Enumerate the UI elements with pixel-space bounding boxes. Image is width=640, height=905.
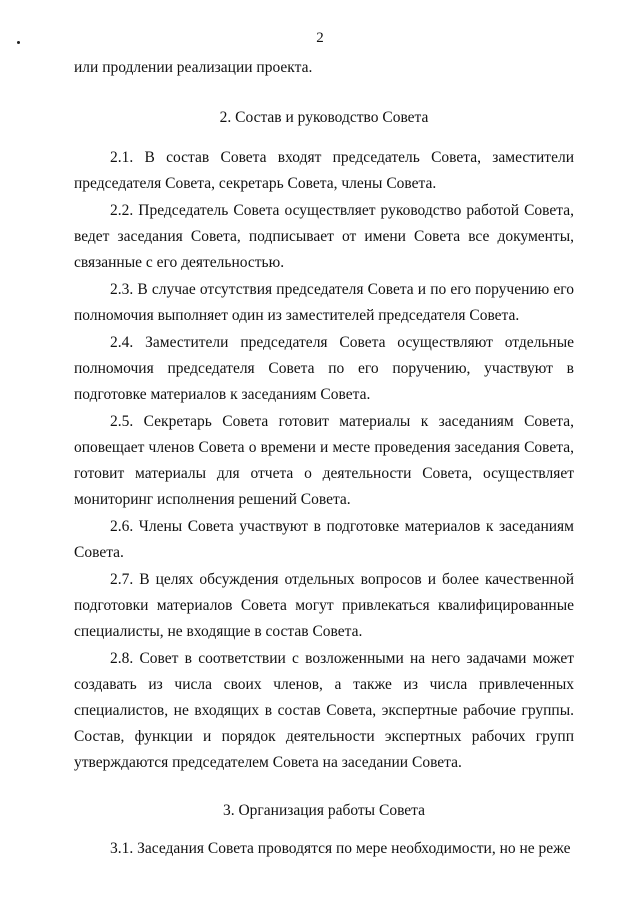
paragraph-2-1: 2.1. В состав Совета входят председатель Совета, заместители председателя Совета, секретарь Совета, члены Совета. <box>74 149 574 192</box>
scan-artifact-dot <box>17 41 20 44</box>
section-2-heading: 2. Состав и руководство Совета <box>219 109 429 126</box>
paragraph-2-8: 2.8. Совет в соответствии с возложенными на него задачами может создавать из числа своих членов, а также из числа привлеченных специалистов, не входящих в состав Совета, экспертные рабочие группы. Состав, функции и порядок деятельности экспертных рабочих групп утверждаются председателем Совета на заседании Совета. <box>74 650 574 771</box>
paragraph-2-2: 2.2. Председатель Совета осуществляет руководство работой Совета, ведет заседания Совета, подписывает от имени Совета все документы, связанные с его деятельностью. <box>74 202 574 271</box>
paragraph-2-3: 2.3. В случае отсутствия председателя Совета и по его поручению его полномочия выполняет один из заместителей председателя Совета. <box>74 281 574 324</box>
paragraph-2-4: 2.4. Заместители председателя Совета осуществляют отдельные полномочия председателя Совета по его поручению, участвуют в подготовке материалов к заседаниям Совета. <box>74 334 574 403</box>
paragraph-2-7: 2.7. В целях обсуждения отдельных вопросов и более качественной подготовки материалов Совета могут привлекаться квалифицированные специалисты, не входящие в состав Совета. <box>74 571 574 640</box>
paragraph-2-6: 2.6. Члены Совета участвуют в подготовке материалов к заседаниям Совета. <box>74 518 574 561</box>
section-3-heading: 3. Организация работы Совета <box>222 802 426 819</box>
document-body <box>74 55 574 862</box>
page-number: 2 <box>316 30 324 46</box>
continuation-paragraph: или продлении реализации проекта. <box>74 59 313 76</box>
paragraph-3-1: 3.1. Заседания Совета проводятся по мере необходимости, но не реже <box>110 840 571 857</box>
paragraph-2-5: 2.5. Секретарь Совета готовит материалы к заседаниям Совета, оповещает членов Совета о времени и месте проведения заседания Совета, готовит материалы для отчета о деятельности Совета, осуществляет мониторинг исполнения решений Совета. <box>74 413 574 508</box>
